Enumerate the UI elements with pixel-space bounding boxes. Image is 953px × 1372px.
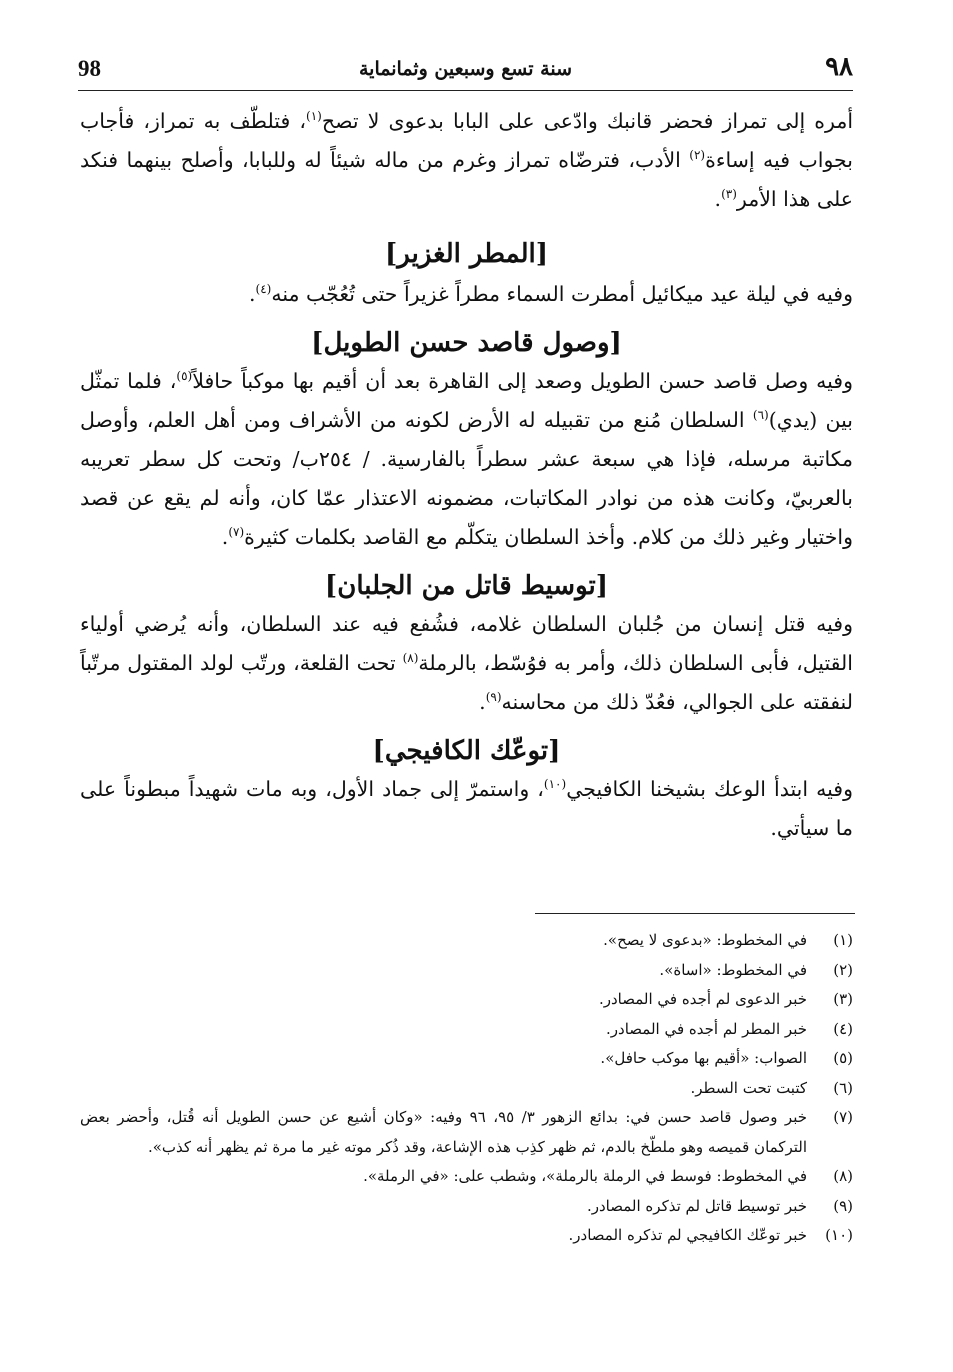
main-text [80,100,853,848]
footnote-separator [535,913,855,914]
footnote-item [80,1103,853,1162]
footnote-number: (١٠) [825,1226,853,1244]
footnote-ref[interactable]: (٩) [485,690,502,705]
footnote-text: كتبت تحت السطر. [690,1078,807,1097]
paragraph-text: وفيه ابتدأ الوعك بشيخنا الكافيجي [566,777,853,801]
section-heading-execution: [توسيط قاتل من الجلبان] [324,571,609,601]
section-heading-rain: [المطر الغزير] [384,239,549,269]
paragraph-text: . [479,690,486,714]
footnote-text: في المخطوط: فوسط في الرملة بالرملة»، وشطب على: «في الرملة». [363,1167,807,1185]
footnote-ref[interactable]: (١٠) [543,777,567,792]
paragraph-text: وفيه قتل إنسان من جُلبان السلطان غلامه، فشُفع فيه عند السلطان، وأنه يُرضي أولياء القتيل، فأبى السلطان ذلك، وأمر به فوُسّط، بالرملة [80,612,853,675]
footnote-text: خبر الدعوى لم أجده في المصادر. [598,990,807,1008]
paragraph-text: . [714,187,722,211]
paragraph-text: . [221,525,229,549]
footnote-ref[interactable]: (٤) [255,282,272,297]
footnote-item [80,1015,853,1045]
paragraph-text: وفيه وصل قاصد حسن الطويل وصعد إلى القاهرة بعد أن أقيم بها موكباً حافلاً [192,369,853,393]
paragraph-text: ، فتلطّف به تمراز، فأجاب بجواب فيه إساءة [80,109,853,172]
footnote-number: (٢) [833,960,853,979]
footnote-ref[interactable]: (٣) [721,187,737,202]
footnote-ref[interactable]: (٢) [689,148,706,163]
paragraph-text: ، فلما تمثّل بين (يدي) [80,369,853,432]
footnote-item [80,956,853,986]
footnotes [80,926,853,1251]
footnote-number: (٥) [833,1049,853,1067]
footnote-number: (٧) [833,1108,853,1126]
footnote-ref[interactable]: (٨) [402,651,419,666]
footnote-number: (٤) [833,1019,853,1038]
footnote-ref[interactable]: (٧) [228,525,245,540]
section-heading-envoy: [وصول قاصد حسن الطويل] [311,328,622,358]
footnote-number: (١) [833,931,853,949]
footnote-text: الصواب: «أقيم بها موكب حافل». [600,1049,807,1067]
paragraph-dispute [80,102,853,219]
footnote-item [80,926,853,956]
paragraph-text: وفيه في ليلة عيد ميكائيل أمطرت السماء مطراً غزيراً حتى تُعُجّب منه [271,282,853,306]
paragraph-illness [80,770,853,848]
footnote-ref[interactable]: (٦) [752,408,769,423]
paragraph-text: تحت القلعة، ورتّب لولد المقتول مرتّباً لنفقته على الجوالي، فعُدّ ذلك من محاسنه [80,651,853,714]
footnote-text: خبر توعّك الكافيجي لم تذكره المصادر. [568,1226,807,1244]
paragraph-execution [80,605,853,722]
footnote-item [80,985,853,1015]
page-number-arabic: ٩٨ [825,52,853,82]
paragraph-text: أمره إلى تمراز فحضر قانبك وادّعى على البابا بدعوى لا تصح [321,109,854,133]
paragraph-text: الأدب، فترضّاه تمراز وغرم من ماله شيئاً له وللبابا، وأصلح بينهما فنكد على هذا الأمر [80,148,853,211]
footnote-number: (٣) [833,990,853,1008]
paragraph-text: . [248,282,256,306]
footnote-text: في المخطوط: «بدعوى لا يصح». [603,931,807,949]
footnote-item [80,1044,853,1074]
footnote-ref[interactable]: (٥) [176,369,193,384]
section-heading-illness: [توعّك الكافيجي] [372,736,561,766]
footnote-text: خبر وصول قاصد حسن في: بدائع الزهور ٣/ ٩٥، ٩٦ وفيه: «وكان أشيع عن حسن الطويل أنه قُتل، وأحضر بعض التركمان قميصه وهو ملطّخ بالدم، ثم ظهر كذِب هذه الإشاعة، وقد ذُكر موته غير ما مرة ثم يظهر أنه كذب». [80,1108,808,1156]
footnote-text: خبر المطر لم أجده في المصادر. [606,1019,807,1038]
footnote-item [80,1074,853,1104]
running-title: سنة تسع وسبعين وثمانماية [359,58,572,80]
paragraph-rain [80,275,853,314]
footnote-number: (٩) [833,1196,853,1215]
footnote-item [80,1221,853,1251]
footnote-number: (٦) [833,1078,853,1097]
paragraph-text: ، واستمرّ إلى جماد الأول، وبه مات شهيداً مبطوناً على ما سيأتي. [80,777,853,840]
footnote-number: (٨) [833,1167,853,1185]
footnote-text: في المخطوط: «اساة». [659,960,807,979]
footnote-item [80,1162,853,1192]
footnote-text: خبر توسيط قاتل لم تذكره المصادر. [586,1196,807,1215]
paragraph-text: السلطان مُنع من تقبيله له الأرض لكونه من الأشراف ومن أهل العلم، وأوصل مكاتبة مرسله، فإذا هي سبعة عشر سطراً بالفارسية. / ٢٥٤ب/ وتحت كل سطر تعريبه بالعربيّ، وكانت هذه من نوادر المكاتبات، مضمونه الاعتذار عمّا كان، وأنه لم يقع عن قصد واختيار وغير ذلك من كلام. وأخذ السلطان يتكلّم مع القاصد بكلمات كثيرة [80,408,853,549]
page-header [78,50,853,91]
page-number-latin: 98 [78,56,101,81]
footnote-ref[interactable]: (١) [306,109,322,124]
paragraph-envoy [80,362,853,557]
footnote-item [80,1192,853,1222]
